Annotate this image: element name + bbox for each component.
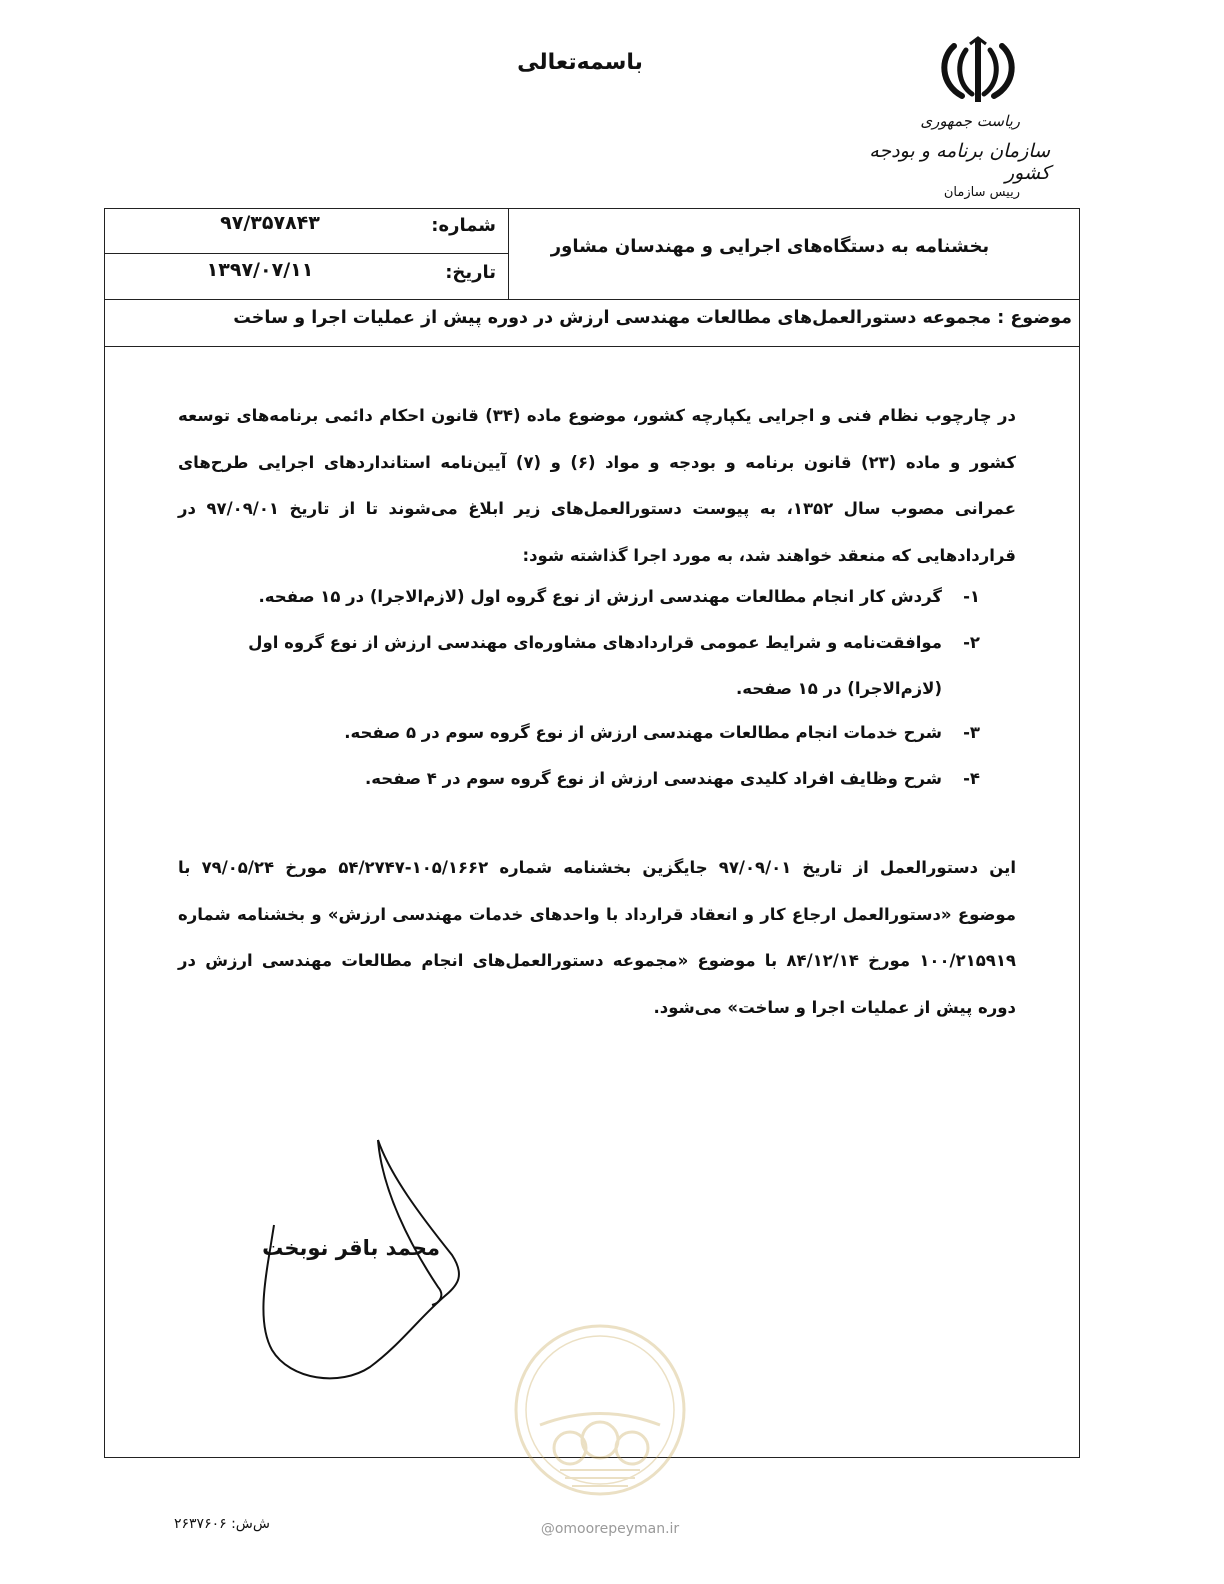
date-label: تاریخ: [445, 262, 496, 283]
signature-scribble [260, 1135, 490, 1385]
iran-emblem-icon [936, 36, 1020, 108]
org-line-presidency: ریاست جمهوری [920, 112, 1020, 130]
page-heading: باسمه‌تعالی [517, 50, 643, 75]
number-value: ۹۷/۳۵۷۸۴۳ [220, 212, 320, 234]
watermark-site: @omoorepeyman.ir [540, 1521, 680, 1537]
date-value: ۱۳۹۷/۰۷/۱۱ [206, 259, 314, 281]
org-line-head: رییس سازمان [943, 185, 1020, 200]
list-item-number: ۱- [963, 587, 980, 606]
intro-paragraph: در چارچوب نظام فنی و اجرایی یکپارچه کشور، موضوع ماده (۳۴) قانون احکام دائمی برنامه‌های توسعه کشور و ماده (۲۳) قانون برنامه و بودجه و مواد (۶) و (۷) آیین‌نامه استانداردهای اجرایی طرح‌های عمرانی مصوب سال ۱۳۵۲، به پیوست دستورالعمل‌های زیر ابلاغ می‌شوند تا از تاریخ ۹۷/۰۹/۰۱ در قراردادهایی که منعقد خواهند شد، به مورد اجرا گذاشته شود: [178, 406, 1016, 565]
table-divider-vertical [508, 208, 509, 300]
table-divider-subject [104, 346, 1080, 347]
org-line-organization: سازمان برنامه و بودجه کشور [869, 140, 1050, 184]
reference-number: ش‌ش: ۲۶۳۷۶۰۶ [174, 1516, 270, 1532]
closing-paragraph: این دستورالعمل از تاریخ ۹۷/۰۹/۰۱ جایگزین بخشنامه شماره ۱۰۵/۱۶۶۲-۵۴/۲۷۴۷ مورخ ۷۹/۰۵/۲۴ با موضوع «دستورالعمل ارجاع کار و انعقاد قرارداد با واحدهای خدمات مهندسی ارزش» و بخشنامه شماره ۱۰۰/۲۱۵۹۱۹ مورخ ۸۴/۱۲/۱۴ با موضوع «مجموعه دستورالعمل‌های انجام مطالعات مهندسی ارزش در دوره پیش از عملیات اجرا و ساخت» می‌شود. [178, 858, 1016, 1017]
list-item-number: ۲- [963, 633, 980, 652]
list-item-number: ۴- [963, 769, 980, 788]
table-divider-header [104, 299, 1080, 300]
list-item-number: ۳- [963, 723, 980, 742]
signer-name: محمد باقر نوبخت [262, 1236, 440, 1260]
subject-line: موضوع : مجموعه دستورالعمل‌های مطالعات مهندسی ارزش در دوره پیش از عملیات اجرا و ساخت [233, 308, 1072, 328]
list-item-text: شرح وظایف افراد کلیدی مهندسی ارزش از نوع گروه سوم در ۴ صفحه. [365, 769, 942, 788]
omoorepeyman-watermark-icon [510, 1320, 690, 1500]
circular-title: بخشنامه به دستگاه‌های اجرایی و مهندسان مشاور [550, 236, 990, 257]
list-item-text: شرح خدمات انجام مطالعات مهندسی ارزش از نوع گروه سوم در ۵ صفحه. [344, 723, 942, 742]
list-item-text: گردش کار انجام مطالعات مهندسی ارزش از نوع گروه اول (لازم‌الاجرا) در ۱۵ صفحه. [258, 587, 942, 606]
list-item-text: موافقت‌نامه و شرایط عمومی قراردادهای مشاوره‌ای مهندسی ارزش از نوع گروه اول (لازم‌الاجرا) در ۱۵ صفحه. [248, 633, 942, 698]
table-divider-mid [104, 253, 508, 254]
number-label: شماره: [431, 215, 496, 236]
